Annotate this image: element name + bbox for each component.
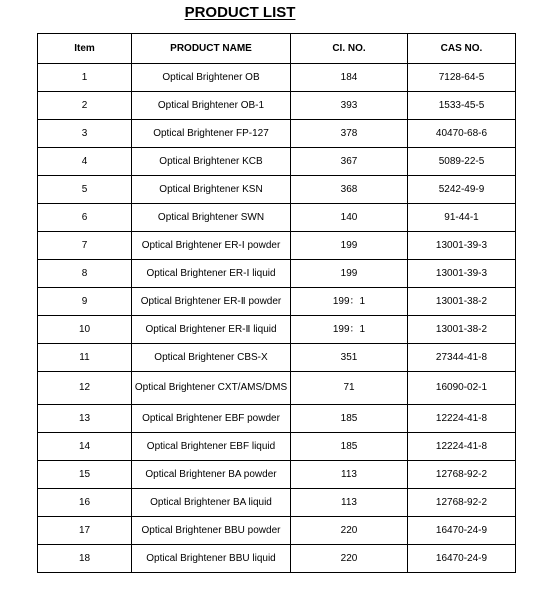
product-name-cell: Optical Brightener BBU powder xyxy=(132,517,291,545)
product-name-cell: Optical Brightener ER-Ⅰ powder xyxy=(132,232,291,260)
table-row xyxy=(38,120,516,148)
item-cell: 11 xyxy=(38,344,132,372)
cas-no-cell: 5242-49-9 xyxy=(408,176,516,204)
product-name-cell: Optical Brightener BA liquid xyxy=(132,489,291,517)
page-title xyxy=(0,4,480,21)
ci-no-cell: 140 xyxy=(291,204,408,232)
cas-no-cell: 27344-41-8 xyxy=(408,344,516,372)
product-name-cell: Optical Brightener ER-Ⅱ liquid xyxy=(132,316,291,344)
item-cell: 9 xyxy=(38,288,132,316)
table-row xyxy=(38,489,516,517)
product-name-cell: Optical Brightener KCB xyxy=(132,148,291,176)
ci-no-cell: 199：1 xyxy=(291,316,408,344)
header-product-name: PRODUCT NAME xyxy=(132,34,291,64)
ci-no-cell: 71 xyxy=(291,372,408,405)
cas-no-cell: 16090-02-1 xyxy=(408,372,516,405)
cas-no-cell: 91-44-1 xyxy=(408,204,516,232)
table-row xyxy=(38,92,516,120)
ci-no-cell: 199 xyxy=(291,260,408,288)
cas-no-cell: 13001-39-3 xyxy=(408,232,516,260)
product-name-cell: Optical Brightener KSN xyxy=(132,176,291,204)
header-cas-no: CAS NO. xyxy=(408,34,516,64)
item-cell: 1 xyxy=(38,64,132,92)
table-row xyxy=(38,148,516,176)
product-name-cell: Optical Brightener EBF liquid xyxy=(132,433,291,461)
item-cell: 15 xyxy=(38,461,132,489)
product-name-cell: Optical Brightener OB xyxy=(132,64,291,92)
cas-no-cell: 12224-41-8 xyxy=(408,433,516,461)
header-item: Item xyxy=(38,34,132,64)
item-cell: 5 xyxy=(38,176,132,204)
item-cell: 16 xyxy=(38,489,132,517)
ci-no-cell: 220 xyxy=(291,517,408,545)
table-row xyxy=(38,433,516,461)
table-row xyxy=(38,288,516,316)
table-row xyxy=(38,517,516,545)
title-text: PRODUCT LIST xyxy=(184,4,296,21)
ci-no-cell: 113 xyxy=(291,489,408,517)
item-cell: 10 xyxy=(38,316,132,344)
product-name-cell: Optical Brightener ER-Ⅰ liquid xyxy=(132,260,291,288)
product-name-cell: Optical Brightener ER-Ⅱ powder xyxy=(132,288,291,316)
table-row xyxy=(38,316,516,344)
ci-no-cell: 367 xyxy=(291,148,408,176)
table-row xyxy=(38,64,516,92)
product-name-cell: Optical Brightener CXT/AMS/DMS xyxy=(132,372,291,405)
ci-no-cell: 199 xyxy=(291,232,408,260)
cas-no-cell: 1533-45-5 xyxy=(408,92,516,120)
table-header-row xyxy=(38,34,516,64)
item-cell: 8 xyxy=(38,260,132,288)
header-ci-no: CI. NO. xyxy=(291,34,408,64)
table-row xyxy=(38,405,516,433)
product-name-cell: Optical Brightener EBF powder xyxy=(132,405,291,433)
ci-no-cell: 199：1 xyxy=(291,288,408,316)
table-row xyxy=(38,232,516,260)
ci-no-cell: 368 xyxy=(291,176,408,204)
table-row xyxy=(38,204,516,232)
item-cell: 7 xyxy=(38,232,132,260)
ci-no-cell: 185 xyxy=(291,405,408,433)
cas-no-cell: 16470-24-9 xyxy=(408,545,516,573)
cas-no-cell: 13001-38-2 xyxy=(408,288,516,316)
product-name-cell: Optical Brightener OB-1 xyxy=(132,92,291,120)
table-row xyxy=(38,372,516,405)
item-cell: 14 xyxy=(38,433,132,461)
cas-no-cell: 12768-92-2 xyxy=(408,489,516,517)
table-row xyxy=(38,344,516,372)
product-name-cell: Optical Brightener BBU liquid xyxy=(132,545,291,573)
product-name-cell: Optical Brightener CBS-X xyxy=(132,344,291,372)
cas-no-cell: 12768-92-2 xyxy=(408,461,516,489)
cas-no-cell: 13001-39-3 xyxy=(408,260,516,288)
cas-no-cell: 13001-38-2 xyxy=(408,316,516,344)
cas-no-cell: 40470-68-6 xyxy=(408,120,516,148)
ci-no-cell: 113 xyxy=(291,461,408,489)
ci-no-cell: 185 xyxy=(291,433,408,461)
product-name-cell: Optical Brightener BA powder xyxy=(132,461,291,489)
ci-no-cell: 378 xyxy=(291,120,408,148)
item-cell: 2 xyxy=(38,92,132,120)
cas-no-cell: 5089-22-5 xyxy=(408,148,516,176)
item-cell: 4 xyxy=(38,148,132,176)
item-cell: 17 xyxy=(38,517,132,545)
table-row xyxy=(38,260,516,288)
item-cell: 3 xyxy=(38,120,132,148)
table-body xyxy=(38,64,516,573)
item-cell: 18 xyxy=(38,545,132,573)
cas-no-cell: 7128-64-5 xyxy=(408,64,516,92)
cas-no-cell: 16470-24-9 xyxy=(408,517,516,545)
cas-no-cell: 12224-41-8 xyxy=(408,405,516,433)
ci-no-cell: 220 xyxy=(291,545,408,573)
item-cell: 12 xyxy=(38,372,132,405)
item-cell: 6 xyxy=(38,204,132,232)
table-row xyxy=(38,461,516,489)
ci-no-cell: 184 xyxy=(291,64,408,92)
table-row xyxy=(38,545,516,573)
product-table xyxy=(37,33,516,573)
ci-no-cell: 393 xyxy=(291,92,408,120)
ci-no-cell: 351 xyxy=(291,344,408,372)
product-name-cell: Optical Brightener FP-127 xyxy=(132,120,291,148)
product-name-cell: Optical Brightener SWN xyxy=(132,204,291,232)
table-row xyxy=(38,176,516,204)
item-cell: 13 xyxy=(38,405,132,433)
